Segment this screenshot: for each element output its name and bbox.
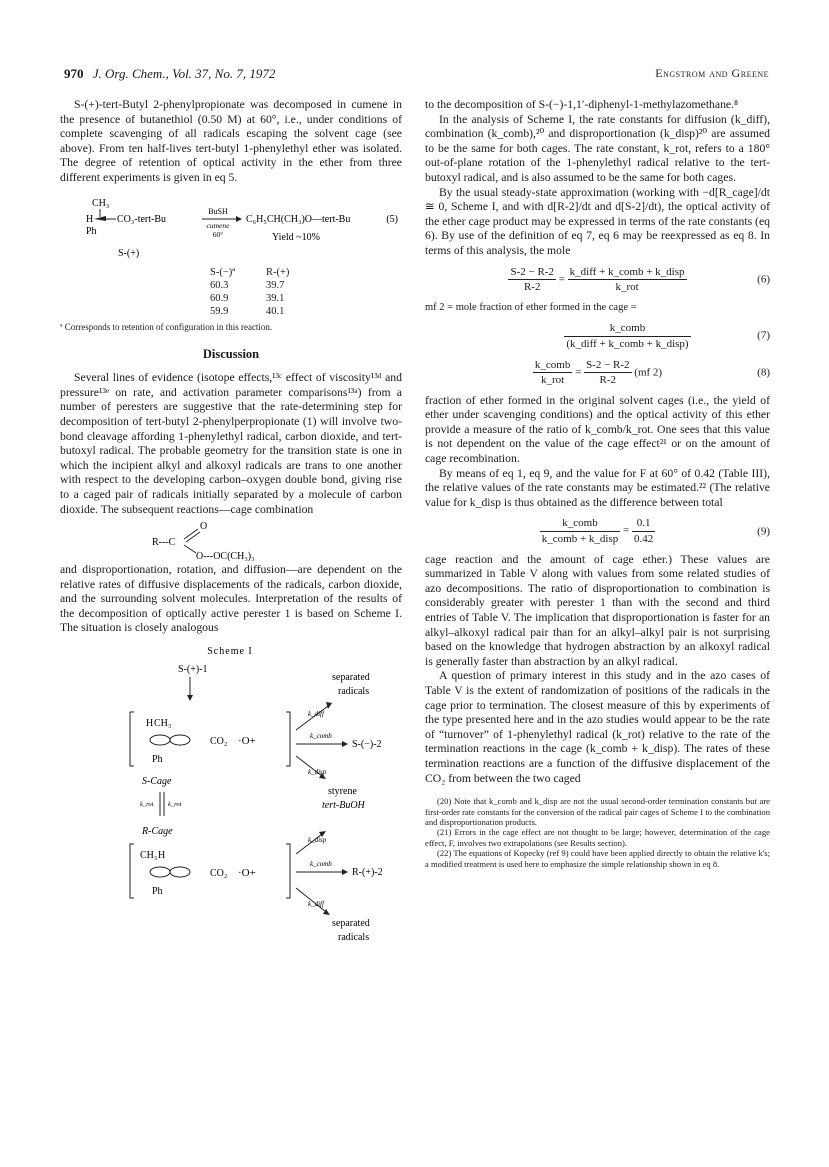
r-kdisp-label: k_disp	[308, 836, 327, 845]
eq5-above-arrow: BuSH	[208, 206, 228, 216]
ts-left: R---C	[152, 537, 176, 549]
ts-oxygen: O	[200, 521, 208, 533]
footnote-21: (21) Errors in the cage effect are not thought to be large; however, determination of the cage effect, F, involves two extrapolations (see Results section).	[425, 827, 770, 848]
s-cage-bracket-right	[286, 712, 290, 766]
running-authors: Engstrom and Greene	[655, 66, 769, 80]
separated-radicals-bottom-1: separated	[332, 918, 370, 930]
r-cage-ph: Ph	[152, 886, 163, 898]
eq5-table-head	[210, 266, 402, 279]
right-column	[425, 98, 770, 869]
r-product: R-(+)-2	[352, 867, 383, 879]
eq5-h: H	[86, 213, 94, 225]
table-row: 59.9 40.1	[210, 305, 285, 317]
scheme-1	[60, 644, 402, 944]
s-cage-oplus: ·O+	[238, 735, 256, 748]
r-cage-orbital-right	[170, 867, 190, 877]
s-product: S-(−)-2	[352, 739, 382, 751]
left-column	[60, 98, 402, 944]
separated-radicals-top-2: radicals	[338, 686, 370, 698]
eq6-number: (6)	[757, 273, 770, 286]
scheme-start: S-(+)-1	[178, 664, 208, 676]
s-cage-bracket-left	[130, 712, 134, 766]
right-paragraph-1: to the decomposition of S-(−)-1,1′-diphenyl-1-methylazomethane.⁸	[425, 98, 739, 111]
discussion-paragraph-1: Several lines of evidence (isotope effects,¹³ᶜ effect of viscosity¹³ᵈ and pressure¹³ᵉ on rate, and activation parameter comparisons¹³ᵃ) from a number of peresters are suggestive that the rate-determining step for decomposition of tert-butyl 2-phenylperpropionate (1) will involve two-bond cleavage affording 1-phenylethyl radical, carbon dioxide, and tert-butoxyl radical. The probable geometry for the transition state is one in which the incipient alkyl and alkoxyl radicals are trans to one another with respect to the developing carbon–oxygen double bond, giving rise to a caged pair of radicals initially separated by a molecule of carbon dioxide. The subsequent reactions—cage combination	[60, 371, 402, 516]
eq5-group: CO₃-tert-Bu	[117, 213, 167, 225]
eq5-yield: Yield ~10%	[272, 231, 320, 243]
footnotes	[425, 796, 770, 869]
eq5-ph: Ph	[86, 225, 97, 237]
eq7-number: (7)	[757, 330, 770, 343]
separated-radicals-top-1: separated	[332, 672, 370, 684]
r-cage-oplus: ·O+	[238, 867, 256, 880]
ts-bond-down	[184, 545, 196, 553]
s-cage-orbital-left	[150, 735, 170, 745]
eq5-below-arrow1: cumene	[206, 220, 230, 230]
s-kcomb-label: k_comb	[310, 732, 332, 741]
r-cage-ch3: CH₃	[140, 850, 158, 862]
eq9-number: (9)	[757, 525, 770, 538]
equation-5	[60, 194, 402, 266]
r-cage-orbital-left	[150, 867, 170, 877]
r-cage-co2: CO₂	[210, 868, 228, 880]
s-cage-ch3: CH₃	[154, 718, 172, 730]
journal-citation: J. Org. Chem., Vol. 37, No. 7, 1972	[92, 66, 276, 81]
s-cage-h: H	[146, 718, 154, 730]
r-cage-h: H	[158, 850, 166, 862]
eq8-number: (8)	[757, 366, 770, 379]
ts-right: O---OC(CH₃)₃	[196, 551, 255, 563]
eq5-product: C₆H₅CH(CH₃)O—tert-Bu	[246, 213, 351, 225]
scheme-title: Scheme I	[207, 646, 253, 658]
eq7-label: mf 2 = mole fraction of ether formed in the cage =	[425, 301, 637, 313]
right-paragraph-7: A question of primary interest in this study and in the azo cases of Table V is the extent of randomization of positions of the radicals in the cage prior to termination. The closest measure of this by experiments of the type presented here and in the azo studies would appear to be the rate of “turnover” of 1-phenylethyl radical (k_rot) relative to the rate of the termination reactions in the cage (k_comb + k_disp). The rates of these termination reactions are a function of the diffusive displacement of the CO₂ from between the two caged	[425, 669, 770, 785]
footnote-22: (22) The equations of Kopecky (ref 9) could have been applied directly to obtain the relative k's; a modified treatment is used here to emphasize the simple relationship shown in eq 8.	[425, 848, 770, 869]
equation-8: $\frac{\text{k\_comb}}{\text{k\_rot}}$ = $\frac{S-2 - R-2}{R-2}$ (mf 2) (8)	[534, 358, 770, 387]
footnote-20: (20) Note that k_comb and k_disp are not the usual second-order termination constants but are first-order rate constants for the conversion of the radical pair cages of Scheme I to the combination and disproportionation products.	[425, 796, 770, 827]
krot-label-right: k_rot	[168, 801, 182, 809]
eq5-footnote: ª Corresponds to retention of configuration in this reaction.	[60, 321, 273, 332]
ts-double-bond-a	[184, 529, 198, 539]
intro-paragraph: S-(+)-tert-Butyl 2-phenylpropionate was decomposed in cumene in the presence of butanethiol (0.50 M) at 60°, i.e., under conditions of complete scavenging of all radicals escaping the solvent cage (see above). From ten half-lives tert-butyl 1-phenylethyl ether was isolated. The degree of retention of optical activity in the ether from three different experiments is given in eq 5.	[60, 98, 402, 184]
right-paragraph-6: cage reaction and the amount of cage ether.) These values are summarized in Table V along with values from some related studies of azo decompositions. The ratio of disproportionation to combination is considerably greater with perester 1 than with the second and third entries of Table V. The implication that disproportionation is faster for an alkyl–alkoxyl radical pair than for an alkyl–alkyl pair is not surprising based on the knowledge that hydrogen abstraction by an alkoxyl radical is generally faster than abstraction by an alkyl radical.	[425, 552, 770, 668]
page-header	[64, 66, 769, 84]
right-paragraph-5: By means of eq 1, eq 9, and the value for F at 60° of 0.42 (Table III), the relative values of the rate constants may be estimated.²² (The relative value for k_disp is thus obtained as the difference between total	[425, 466, 770, 509]
eq5-below-arrow2: 60°	[212, 229, 224, 239]
s-cage-ph: Ph	[152, 754, 163, 766]
page-number: 970	[64, 66, 84, 81]
right-paragraph-3: By the usual steady-state approximation (working with −d[R_cage]/dt ≅ 0, Scheme I, and with d[R-2]/dt and d[S-2]/dt), the optical activity of the ether cage product may be expressed in terms of the rate constants (eq 6). By use of the definition of eq 7, eq 6 may be reexpressed as eq 8. In terms of this analysis, the mole	[425, 185, 770, 257]
r-cage-bracket-left	[130, 844, 134, 898]
s-cage-label: S-Cage	[142, 776, 172, 788]
table-row: 60.9 39.1	[210, 292, 285, 304]
s-cage-orbital-right	[170, 735, 190, 745]
krot-label-left: k_rot	[140, 801, 154, 809]
discussion-paragraph-2: and disproportionation, rotation, and diffusion—are dependent on the relative rates of diffusive displacements of the radicals, carbon dioxide, and the surrounding solvent molecules. Interpretation of the results of the decomposition of optically active perester 1 is based on Scheme I. The situation is closely analogous	[60, 563, 402, 635]
r-kcomb-label: k_comb	[310, 860, 332, 869]
scheme-1-svg	[60, 644, 402, 944]
table-row: 60.3 39.7	[210, 279, 285, 291]
r-kdiff-label: k_diff	[308, 900, 324, 909]
equation-5-svg	[60, 194, 402, 266]
tbuoh: tert-BuOH	[322, 800, 365, 812]
discussion-heading: Discussion	[202, 346, 260, 361]
eq5-ch3: CH₃	[92, 197, 110, 209]
eq5-config: S-(+)	[118, 247, 140, 259]
right-paragraph-4: fraction of ether formed in the original solvent cages (i.e., the yield of ether under scavenging conditions) and the optical activity of this ether provide a measure of the ratio of k_comb/k_rot. One sees that this value is not dependent on the value of the cage effect²¹ or on the amount of cage recombination.	[425, 393, 770, 466]
r-cage-label: R-Cage	[142, 826, 173, 838]
equation-7: $\frac{\text{k\_comb}}{\text{(k\_diff + k\_comb + k\_disp)}}$ (7)	[566, 322, 770, 350]
ts-double-bond-b	[186, 532, 200, 542]
right-paragraph-2: In the analysis of Scheme I, the rate constants for diffusion (k_diff), combination (k_comb),²⁰ and disproportionation (k_disp)²⁰ are assumed to be the same for both cages. The rate constant, k_rot, refers to a 180° out-of-plane rotation of the 1-phenylethyl radical relative to the tert-butoxyl radical, and is also assumed to be the same for both cages.	[425, 112, 770, 184]
s-kdisp-label: k_disp	[308, 768, 327, 777]
eq5-col1: S-(−)ª	[210, 266, 236, 278]
r-cage-bracket-right	[286, 844, 290, 898]
separated-radicals-bottom-2: radicals	[338, 932, 370, 944]
eq5-yield-table	[210, 266, 402, 318]
eq5-arrowhead	[236, 216, 242, 222]
equation-6: $\frac{S-2 - R-2}{R-2}$ = $\frac{\text{k\_diff + k\_comb + k\_disp}}{\text{k\_rot}}$ (6)	[510, 265, 770, 294]
ts-svg	[60, 517, 402, 563]
styrene: styrene	[328, 786, 357, 798]
s-kdiff-label: k_diff	[308, 710, 324, 719]
s-cage-co2: CO₂	[210, 736, 228, 748]
equation-9: $\frac{\text{k\_comb}}{\text{k\_comb + k\_disp}}$ = $\frac{0.1}{0.42}$ (9)	[541, 517, 770, 546]
transition-state-structure	[60, 517, 402, 563]
eq5-number: (5)	[386, 213, 398, 225]
eq5-col2: R-(+)	[266, 266, 290, 278]
